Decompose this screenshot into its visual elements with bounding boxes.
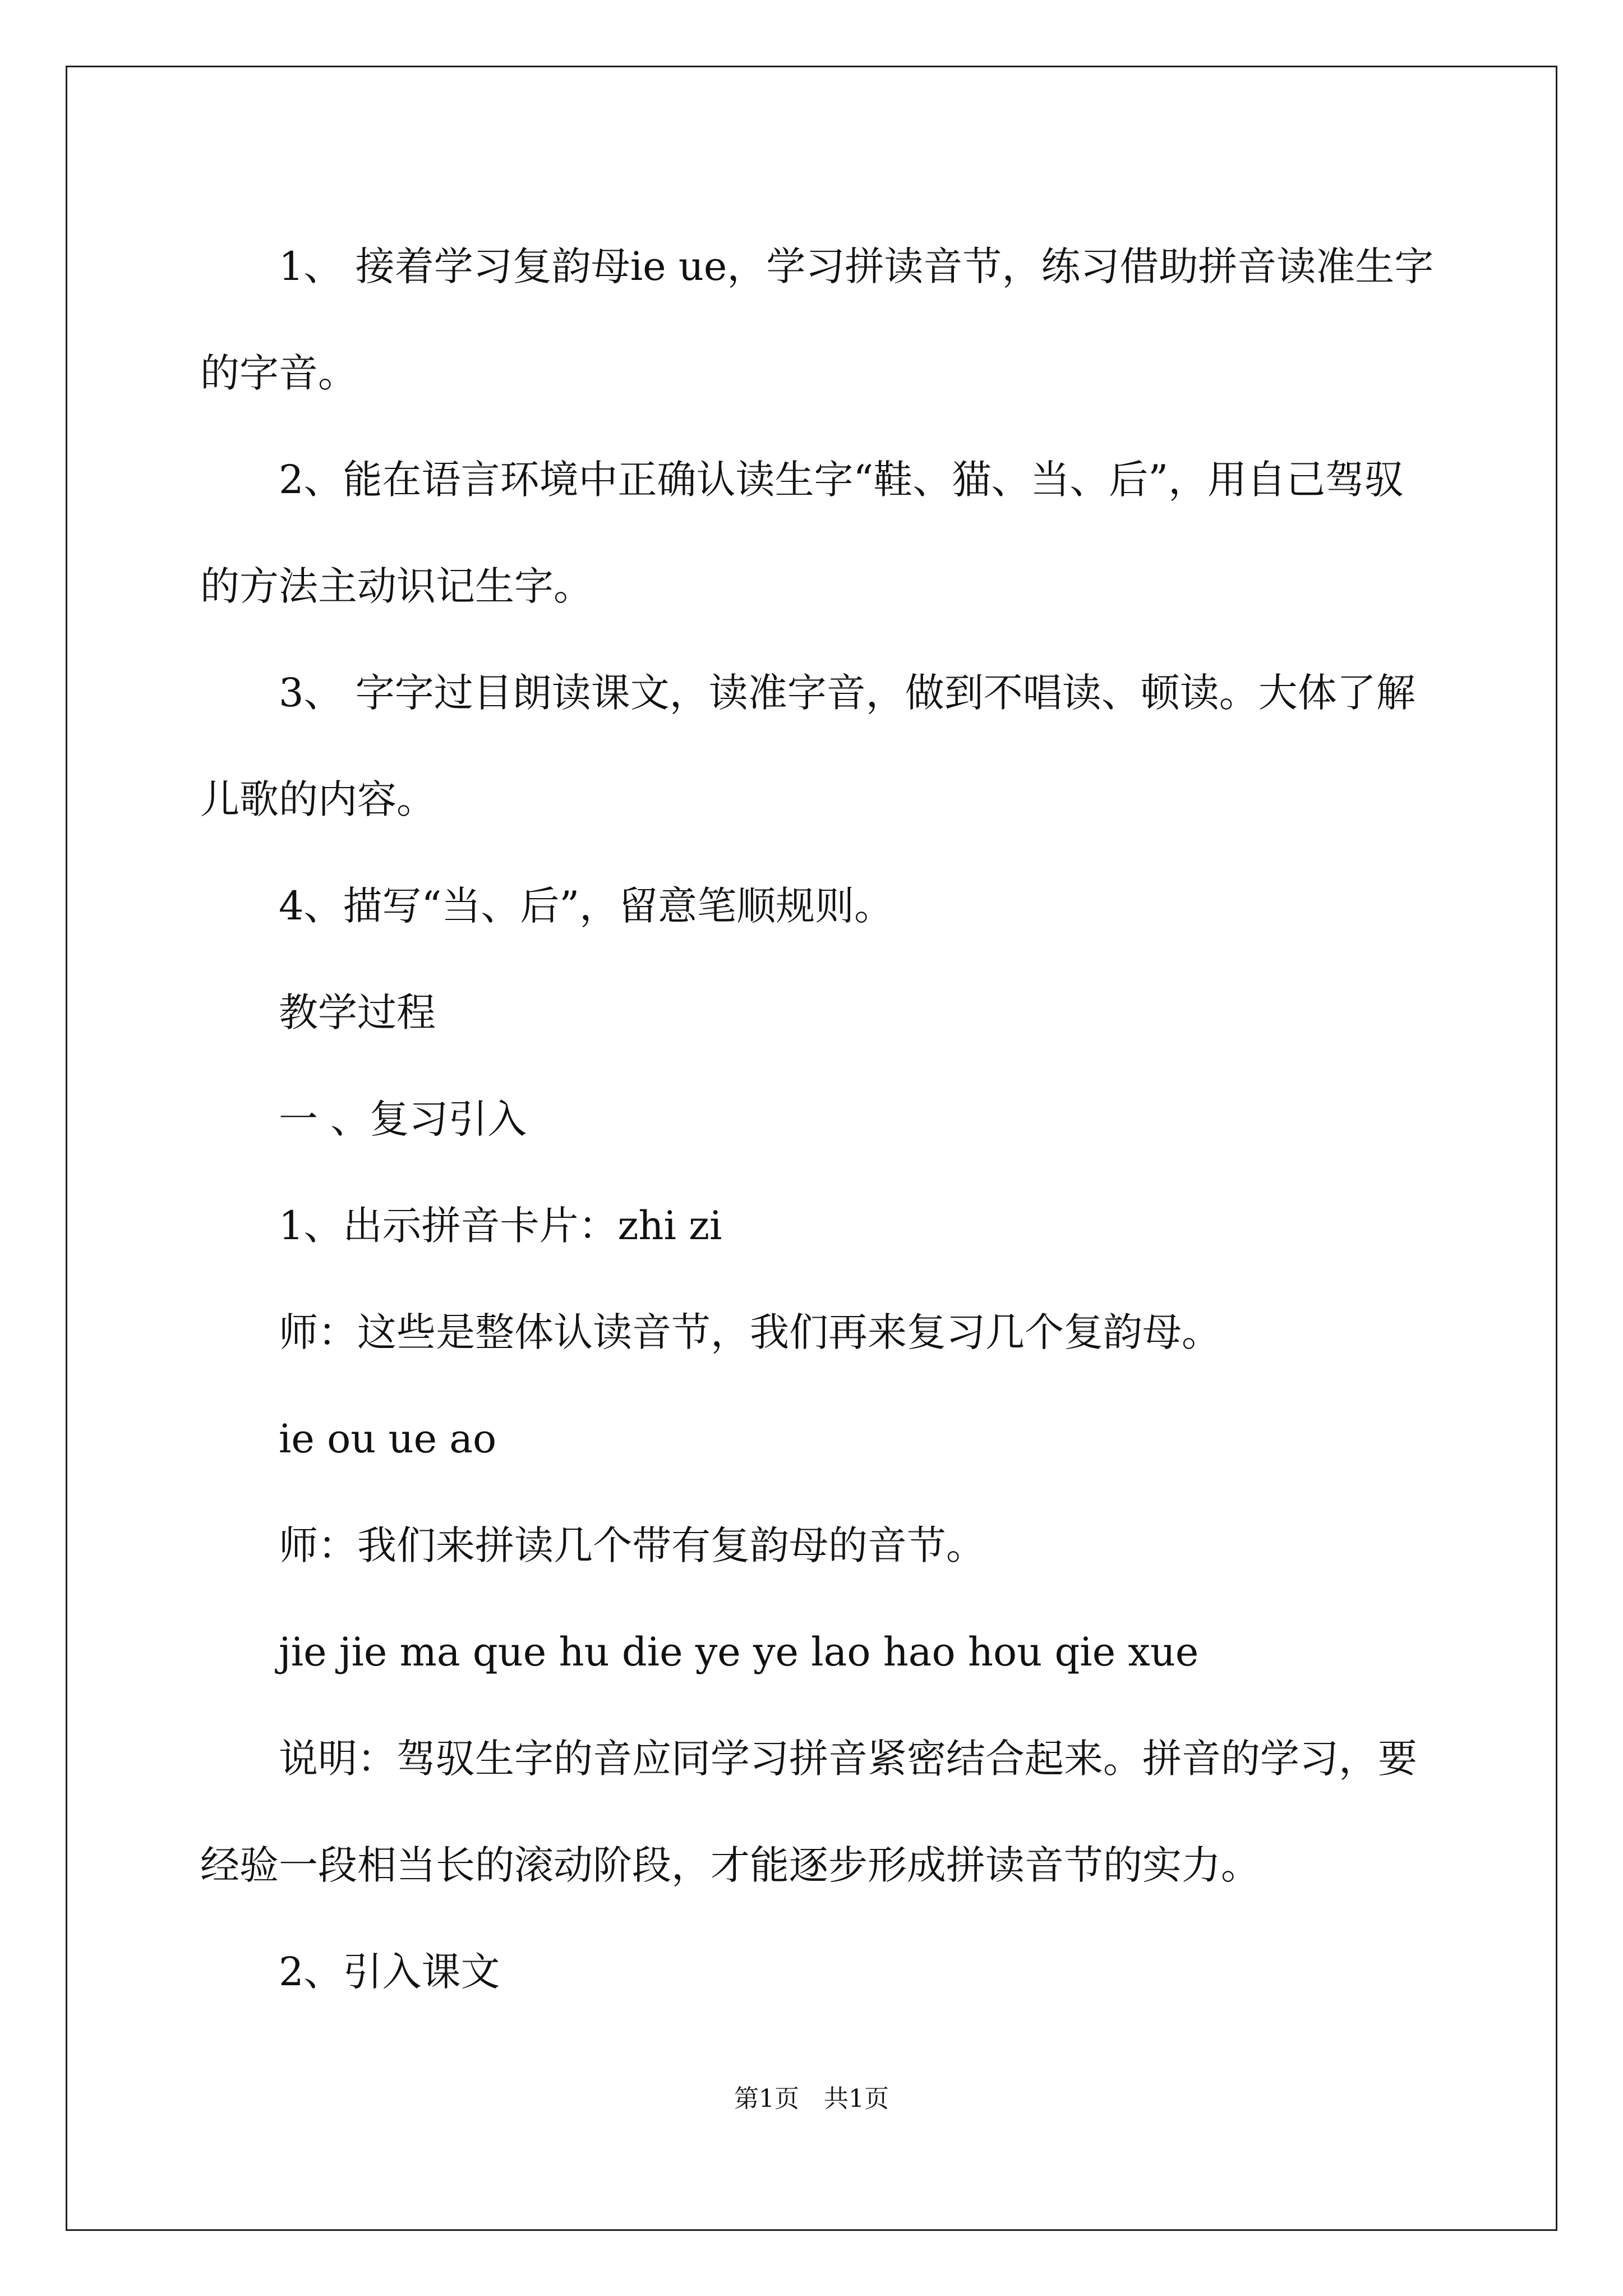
goal-paragraph-4: 4、描写“当、后”，留意笔顺规则。 (279, 883, 894, 929)
goal-paragraph-2: 2、能在语言环境中正确认读生字“鞋、猫、当、后”，用自己驾驭的方法主动识记生字。 (200, 457, 1404, 609)
teacher-line-1: 师：这些是整体认读音节，我们再来复习几个复韵母。 (279, 1309, 1221, 1355)
goal-paragraph-1: 1、 接着学习复韵母ie ue，学习拼读音节，练习借助拼音读准生字的字音。 (200, 243, 1434, 396)
finals-line: ie ou ue ao (279, 1416, 497, 1462)
step-paragraph-2: 2、引入课文 (279, 1949, 500, 1995)
note-paragraph: 说明：驾驭生字的音应同学习拼音紧密结合起来。拼音的学习，要经验一段相当长的滚动阶段，才能逐步形成拼读音节的实力。 (200, 1736, 1417, 1888)
page-total: 共1页 (824, 2085, 889, 2113)
syllables-line: jie jie ma que hu die ye ye lao hao hou qie xue (279, 1629, 1199, 1675)
section-heading-process: 教学过程 (279, 990, 436, 1036)
step-paragraph-1: 1、出示拼音卡片：zhi zi (279, 1203, 722, 1249)
page-number: 第1页 (734, 2085, 799, 2113)
section-heading-review: 一 、复习引入 (279, 1096, 527, 1142)
document-body (200, 213, 1434, 2025)
teacher-line-2: 师：我们来拼读几个带有复韵母的音节。 (279, 1522, 985, 1568)
page-footer (0, 2078, 1623, 2114)
goal-paragraph-3: 3、 字字过目朗读课文，读准字音，做到不唱读、顿读。大体了解儿歌的内容。 (200, 670, 1415, 822)
